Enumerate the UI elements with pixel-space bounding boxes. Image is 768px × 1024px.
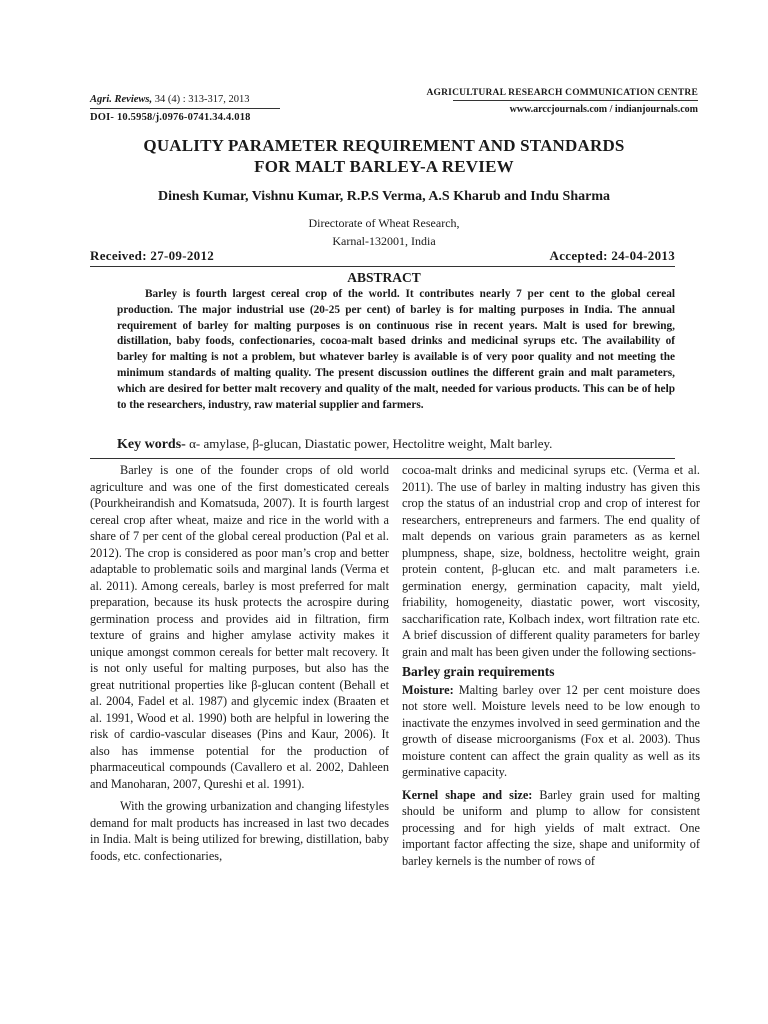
affiliation: [0, 214, 768, 250]
rule-above-abstract: [90, 266, 675, 267]
paper-title: [0, 135, 768, 177]
accepted-date: Accepted: 24-04-2013: [549, 248, 675, 263]
journal-name: Agri. Reviews,: [90, 94, 153, 105]
title-line-2: FOR MALT BARLEY-A REVIEW: [254, 157, 514, 176]
affiliation-line-1: Directorate of Wheat Research,: [308, 216, 460, 230]
doi: DOI- 10.5958/j.0976-0741.34.4.018: [90, 112, 251, 123]
affiliation-line-2: Karnal-132001, India: [332, 234, 436, 248]
kernel-text: Barley grain used for malting should be uniform and plump to allow for consistent processing and for high yields of malt extract. One important factor affecting the size, shape and uniformity of barley kernels is the number of rows of: [402, 787, 700, 868]
keywords-label: Key words-: [117, 437, 186, 452]
moisture-label: Moisture:: [402, 682, 454, 697]
citation-block: [90, 92, 251, 123]
right-column: [402, 462, 700, 869]
rule-below-keywords: [90, 458, 675, 459]
journal-citation: 34 (4) : 313-317, 2013: [152, 94, 250, 105]
left-paragraph-1: Barley is one of the founder crops of old world agriculture and was one of the first domesticated cereals (Pourkheirandish and Komatsuda, 2007). It is fourth largest cereal crop after wheat, maize and rice in the world with a share of 7 per cent of the global cereal production (Pal et al. 2012). The crop is considered as poor man’s crop and better adaptable to problematic soils and marginal lands (Verma et al. 2011). Among cereals, barley is most preferred for malt preparation, because its husk protects the acrospire during germination process and provides aid in filtration, firm texture of grains and higher amylase activity makes it unique amongst common cereals for better malt recovery. It is not only useful for malting purposes, but also has the great nutritional properties like β-glucan content (Behall et al. 2004, Fadel et al. 1987) and glycemic index (Braaten et al. 1991, Wood et al. 1990) both are helpful in lowering the risk of cardio-vascular diseases (Pins and Kaur, 2006). It also has immense potential for the production of pharmaceutical compounds (Cavallero et al. 2002, Dahleen and Manoharan, 2007, Qureshi et al. 1991).: [90, 463, 389, 791]
kernel-paragraph: [402, 787, 700, 870]
publisher-website[interactable]: www.arccjournals.com / indianjournals.com: [509, 104, 698, 115]
section-heading: Barley grain requirements: [402, 664, 555, 679]
publisher-name: AGRICULTURAL RESEARCH COMMUNICATION CENTRE: [426, 88, 698, 98]
abstract-heading: ABSTRACT: [347, 270, 421, 285]
title-line-1: QUALITY PARAMETER REQUIREMENT AND STANDARDS: [143, 136, 625, 155]
right-paragraph-1: cocoa-malt drinks and medicinal syrups etc. (Verma et al. 2011). The use of barley in malting industry has given this crop the status of an industrial crop and crop of interest for researchers, entrepreneurs and farmers. The end quality of malt depends on various grain parameters as as kernel plumpness, shape, size, boldness, hectolitre weight, grain protein content, β-glucan etc. and malt parameters i.e. germination energy, germination capacity, malt yield, friability, homogeneity, diastatic power, wort viscosity, saccharification rate, Kolbach index, wort filtration rate etc. A brief discussion of different quality parameters for barley grain and malt has been given under the following sections-: [402, 463, 700, 659]
received-date: Received: 27-09-2012: [90, 248, 215, 263]
left-column: [90, 462, 389, 864]
kernel-label: Kernel shape and size:: [402, 787, 533, 802]
left-paragraph-2: With the growing urbanization and changing lifestyles demand for malt products has increased in last two decades in India. Malt is being utilized for brewing, distillation, baby foods, etc. confectionaries,: [90, 799, 389, 863]
moisture-paragraph: [402, 682, 700, 781]
publisher-block: [426, 88, 698, 115]
dates-row: [90, 248, 675, 264]
keywords: [117, 435, 677, 454]
keywords-text: α- amylase, β-glucan, Diastatic power, Hectolitre weight, Malt barley.: [185, 436, 553, 451]
header-rule-left: [90, 108, 280, 109]
abstract-text: Barley is fourth largest cereal crop of the world. It contributes nearly 7 per cent to the global cereal production. The major industrial use (20-25 per cent) of barley is for malting purposes in India. The annual requirement of barley for malting purposes is on continuous rise in recent years. Malt is used for brewing, distillation, baby foods, confectionaries, cocoa-malt based drinks and medicinal syrups etc. The availability of barley for malting is not a problem, but whatever barley is available is of very poor quality and not meeting the minimum standards of malting quality. The present discussion outlines the different grain and malt parameters, which are desired for better malt recovery and quality of the malt, needed for various products. This can be of help to the researchers, industry, raw material supplier and farmers.: [117, 288, 675, 411]
header-rule-right: [453, 100, 698, 101]
moisture-text: Malting barley over 12 per cent moisture does not store well. Moisture levels need to be low enough to inactivate the enzymes involved in seed germination and the growth of disease microorganisms (Fox et al. 2003). Thus moisture content can affect the grain quality as well as its germinative capacity.: [402, 682, 700, 779]
authors: Dinesh Kumar, Vishnu Kumar, R.P.S Verma, A.S Kharub and Indu Sharma: [157, 189, 611, 204]
